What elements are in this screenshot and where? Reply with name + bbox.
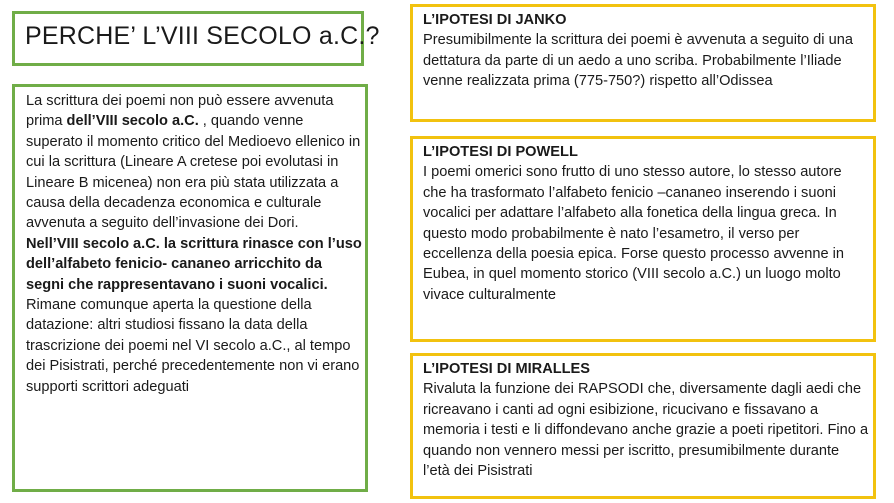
paragraph-1 [26, 91, 362, 234]
p1-text-a: La scrittura dei poemi non può essere avvenuta prima [26, 93, 334, 130]
miralles-heading: L’IPOTESI DI MIRALLES [423, 361, 591, 377]
paragraph-2 [26, 234, 362, 295]
title-box [12, 11, 380, 66]
janko-text: Presumibilmente la scrittura dei poemi è avvenuta a seguito di una dettatura da parte di un aedo a uno scriba. Probabilmente l’Iliade venne realizzata prima (775-750?) rispetto all’Odissea [423, 32, 853, 90]
janko-heading: L’IPOTESI DI JANKO [423, 12, 567, 28]
powell-box [410, 136, 876, 342]
p2-bold: Nell’VIII secolo a.C. la scrittura rinasce con l’uso dell’alfabeto fenicio- cananeo arricchito da segni che rappresentavano i suoni vocalici. [26, 235, 362, 293]
powell-heading: L’IPOTESI DI POWELL [423, 144, 578, 160]
miralles-box [410, 353, 876, 499]
powell-text: I poemi omerici sono frutto di uno stesso autore, lo stesso autore che ha trasformato l’alfabeto fenicio –cananeo inserendo i suoni vocalici per adattare l’alfabeto alla fonetica della lingua greca. In questo modo probabilmente è nato l’esametro, il verso per eccellenza della poesia epica. Forse questo processo avvenne in Eubea, in quel momento storico (VIII secolo a.C.) un luogo molto vivace culturalmente [423, 164, 845, 303]
miralles-text: Rivaluta la funzione dei RAPSODI che, diversamente dagli aedi che ricreavano i canti ad ogni esibizione, ricucivano e fissavano a memoria i testi e li diffondevano anche grazie a poeti ripetitori. Fino a quando non vennero messi per iscritto, presumibilmente durante l’età dei Pisistrati [423, 381, 869, 480]
main-text [26, 91, 362, 397]
janko-box [410, 4, 876, 122]
p1-bold: dell’VIII secolo a.C. [66, 113, 199, 130]
main-text-box [12, 84, 368, 492]
paragraph-3: Rimane comunque aperta la questione della datazione: altri studiosi fissano la data della trascrizione dei poemi nel VI secolo a.C., al tempo dei Pisistrati, perché precedentemente non vi erano supporti scrittori adeguati [26, 297, 360, 395]
p1-text-b: , quando venne superato il momento critico del Medioevo ellenico in cui la scrittura (Lineare A cretese poi evolutasi in Lineare B micenea) non era più stata utilizzata a causa della decadenza economica e culturale avvenuta a seguito dell’invasione dei Dori. [26, 113, 361, 232]
slide-title: PERCHE’ L’VIII SECOLO a.C.? [25, 22, 380, 50]
